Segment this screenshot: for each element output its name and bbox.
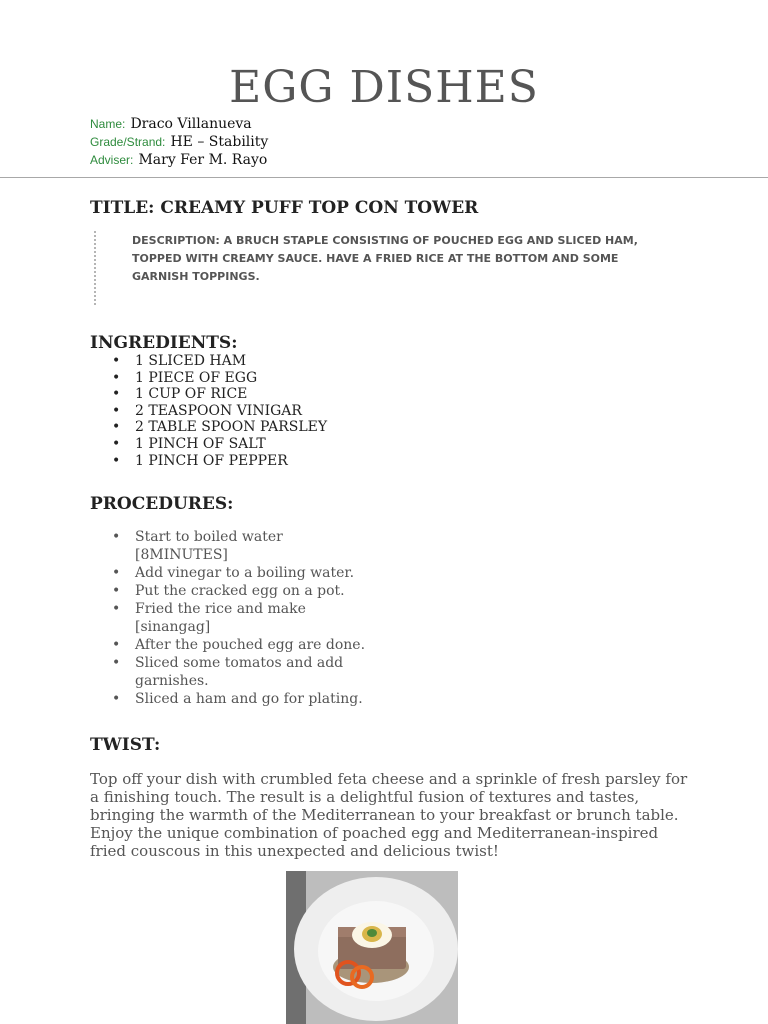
bullet-icon: •	[112, 452, 121, 469]
procedures-list	[112, 528, 375, 708]
grade-row	[90, 132, 268, 150]
procedure-item-text: Sliced a ham and go for plating.	[135, 691, 363, 707]
grade-label: Grade/Strand:	[90, 135, 166, 149]
adviser-label: Adviser:	[90, 153, 134, 167]
adviser-row	[90, 150, 268, 168]
student-info	[90, 114, 268, 168]
ingredient-item	[112, 370, 327, 387]
procedure-item	[112, 528, 375, 564]
procedures-heading: PROCEDURES:	[90, 494, 234, 514]
ingredients-heading: INGREDIENTS:	[90, 333, 238, 353]
name-row	[90, 114, 268, 132]
name-label: Name:	[90, 117, 126, 131]
procedure-item-text: Start to boiled water [8MINUTES]	[135, 529, 283, 563]
procedure-item	[112, 600, 375, 636]
bullet-icon: •	[112, 369, 121, 386]
ingredient-item	[112, 403, 327, 420]
bullet-icon: •	[112, 637, 121, 653]
name-value: Draco Villanueva	[130, 116, 252, 132]
ingredient-item	[112, 353, 327, 370]
ingredient-item	[112, 419, 327, 436]
description-quote-bar	[94, 231, 96, 305]
bullet-icon: •	[112, 601, 121, 617]
procedure-item	[112, 582, 375, 600]
procedure-item-text: Sliced some tomatos and add garnishes.	[135, 655, 344, 689]
ingredient-item-text: 1 PINCH OF SALT	[135, 435, 266, 452]
recipe-title: TITLE: CREAMY PUFF TOP CON TOWER	[90, 198, 479, 218]
ingredient-item	[112, 436, 327, 453]
page-title: EGG DISHES	[229, 62, 539, 113]
procedure-item-text: After the pouched egg are done.	[135, 637, 366, 653]
ingredients-list	[112, 353, 327, 469]
bullet-icon: •	[112, 419, 121, 436]
bullet-icon: •	[112, 402, 121, 419]
ingredient-item	[112, 386, 327, 403]
header-divider	[0, 177, 768, 178]
procedure-item	[112, 690, 375, 708]
bullet-icon: •	[112, 386, 121, 403]
bullet-icon: •	[112, 353, 121, 369]
procedure-item	[112, 564, 375, 582]
ingredient-item	[112, 453, 327, 470]
bullet-icon: •	[112, 691, 121, 707]
bullet-icon: •	[112, 435, 121, 452]
ingredient-item-text: 1 PIECE OF EGG	[135, 369, 258, 386]
procedure-item-text: Put the cracked egg on a pot.	[135, 583, 345, 599]
ingredient-item-text: 1 CUP OF RICE	[135, 386, 248, 403]
grade-value: HE – Stability	[170, 134, 269, 150]
twist-heading: TWIST:	[90, 735, 161, 755]
ingredient-item-text: 1 SLICED HAM	[135, 353, 247, 369]
bullet-icon: •	[112, 529, 121, 545]
procedure-item	[112, 636, 375, 654]
twist-text: Top off your dish with crumbled feta cheese and a sprinkle of fresh parsley for a finishing touch. The result is a delightful fusion of textures and tastes, bringing the warmth of the Mediterranean to your breakfast or brunch table. Enjoy the unique combination of poached egg and Mediterranean-inspired fried couscous in this unexpected and delicious twist!	[90, 770, 688, 860]
ingredient-item-text: 2 TABLE SPOON PARSLEY	[135, 419, 328, 436]
bullet-icon: •	[112, 655, 121, 671]
dish-photo	[286, 871, 458, 1024]
dish-photo-illustration	[286, 871, 458, 1024]
ingredient-item-text: 1 PINCH OF PEPPER	[135, 452, 288, 469]
procedure-item	[112, 654, 375, 690]
ingredient-item-text: 2 TEASPOON VINIGAR	[135, 402, 302, 419]
adviser-value: Mary Fer M. Rayo	[138, 152, 268, 168]
procedure-item-text: Add vinegar to a boiling water.	[135, 565, 355, 581]
recipe-description: DESCRIPTION: A BRUCH STAPLE CONSISTING OF POUCHED EGG AND SLICED HAM, TOPPED WITH CREAMY SAUCE. HAVE A FRIED RICE AT THE BOTTOM AND SOME GARNISH TOPPINGS.	[132, 234, 638, 283]
bullet-icon: •	[112, 583, 121, 599]
procedure-item-text: Fried the rice and make [sinangag]	[135, 601, 306, 635]
bullet-icon: •	[112, 565, 121, 581]
